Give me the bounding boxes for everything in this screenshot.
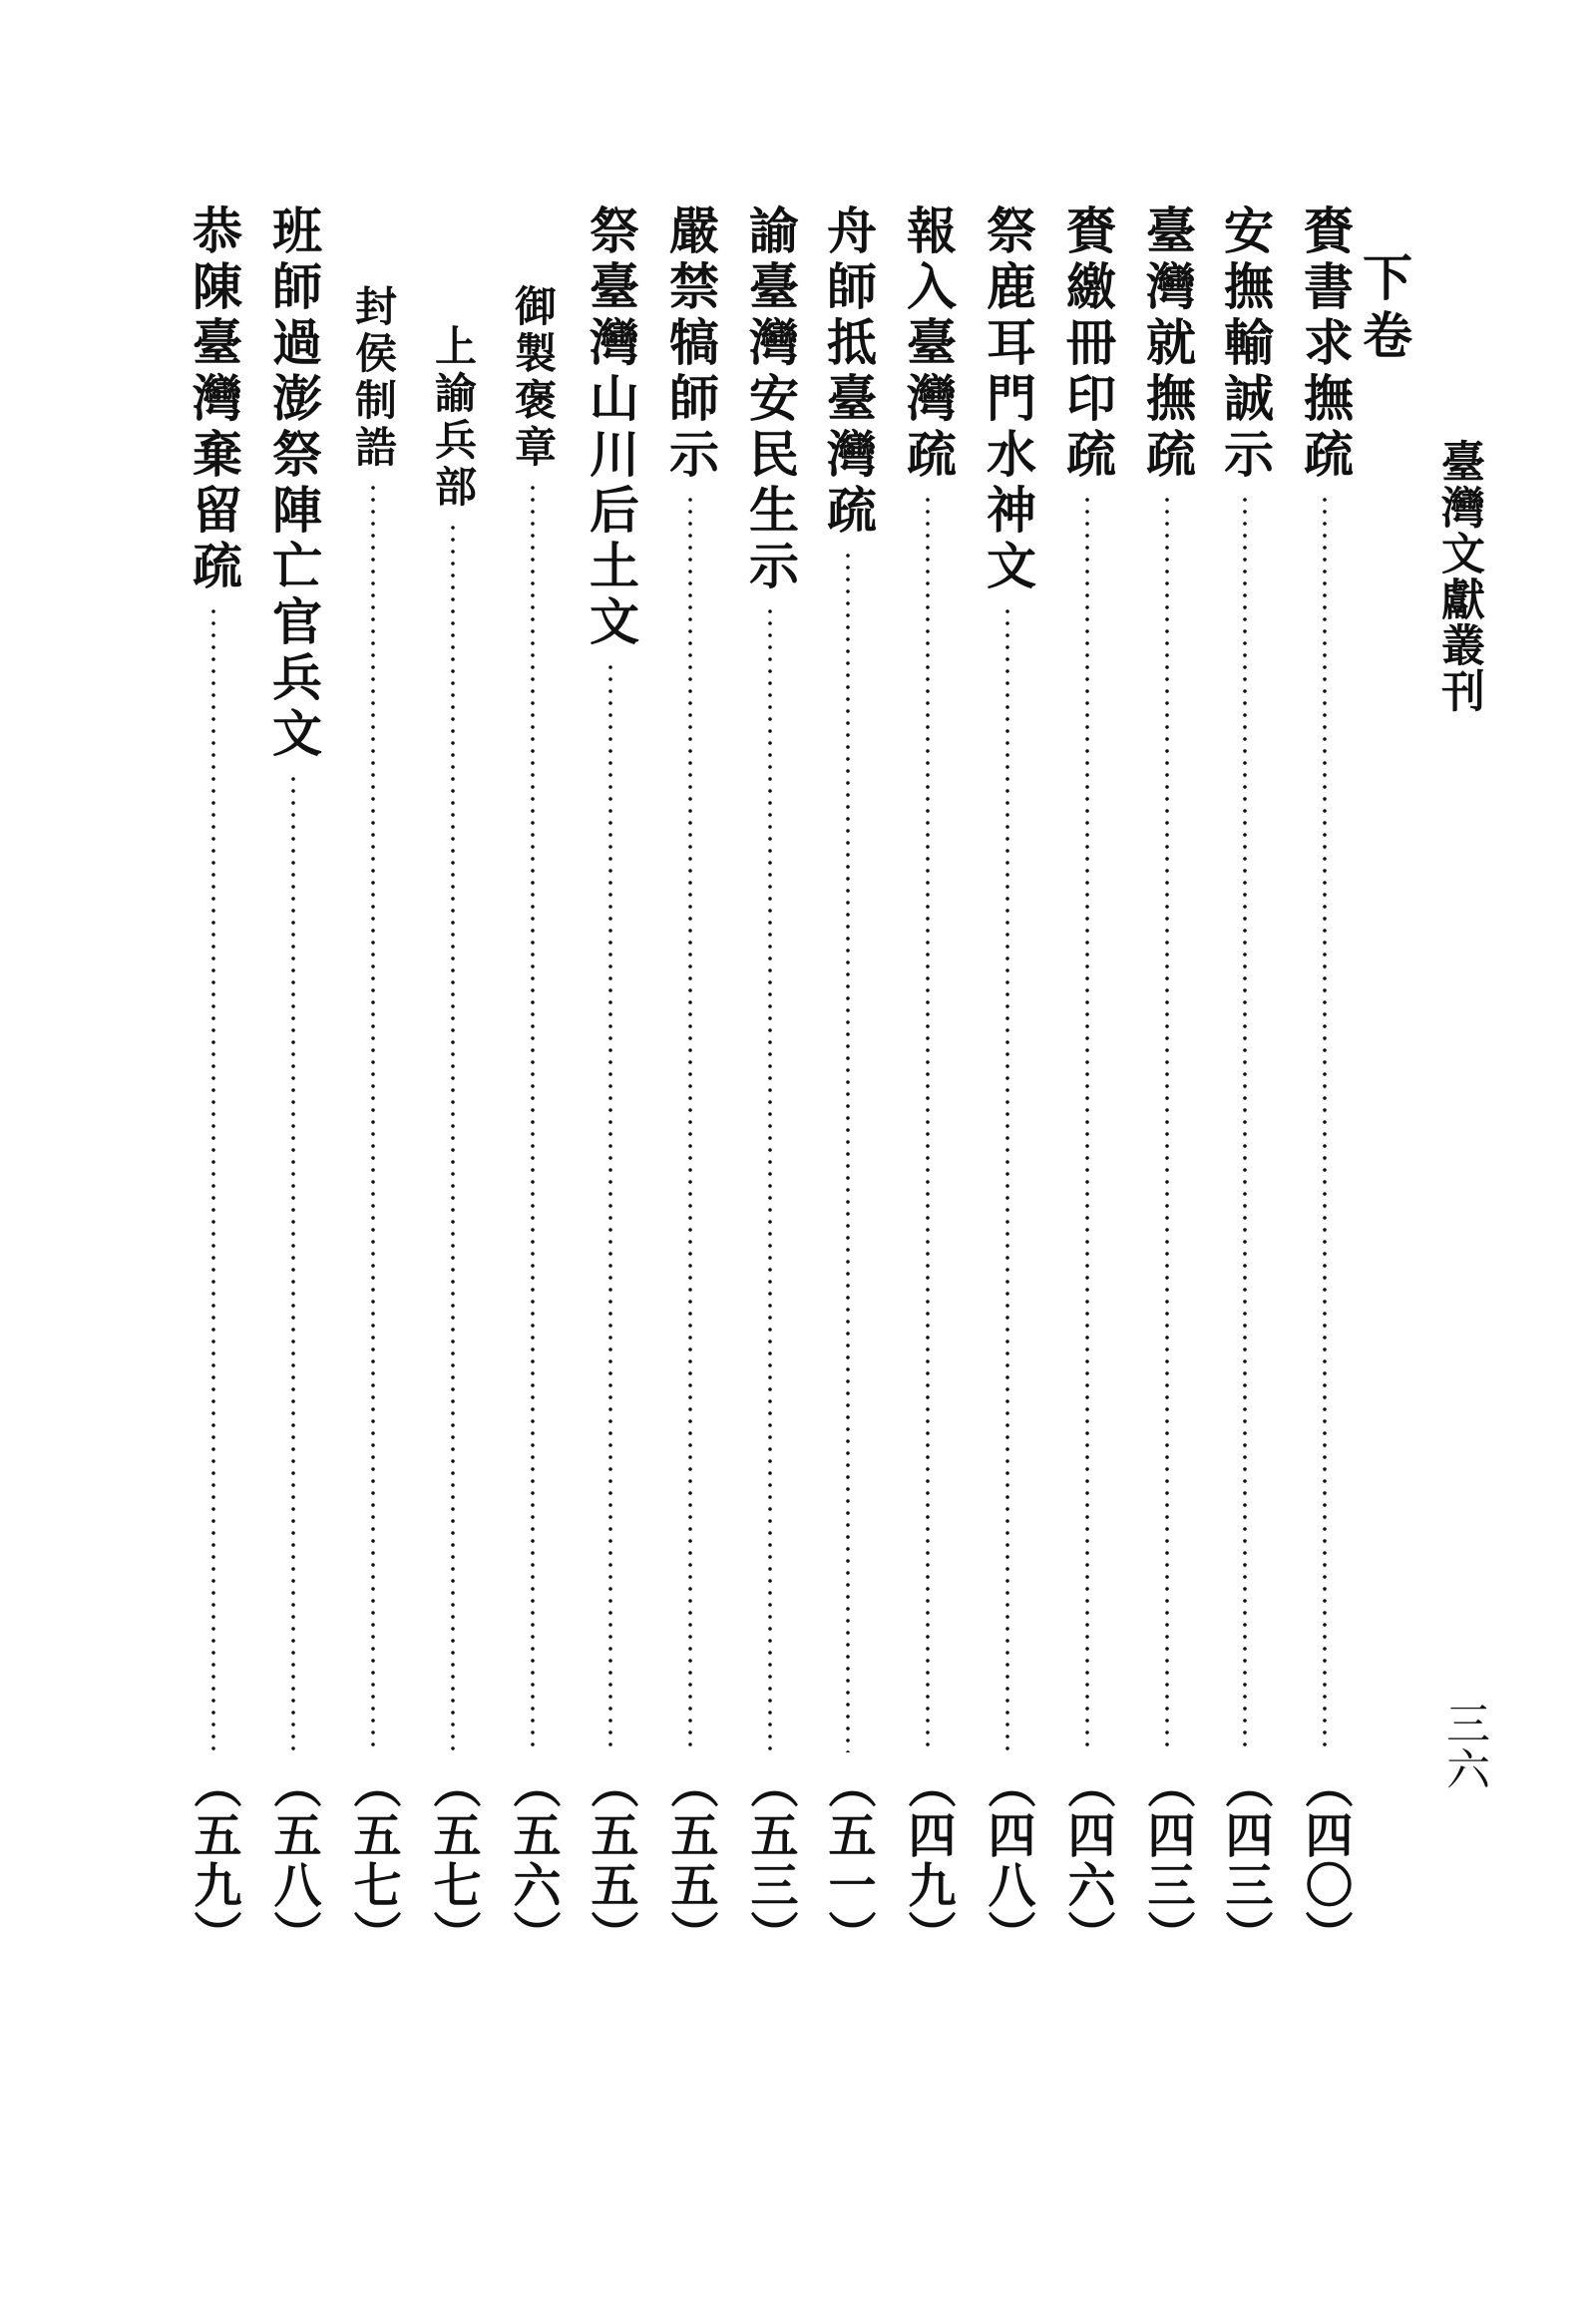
toc-entry-title: 班師過澎祭陣亡官兵文 [264,204,323,763]
toc-entry-title: 封侯制誥 [349,284,398,472]
toc-entry [1057,204,1117,1960]
dot-leader [450,522,456,1752]
dot-leader [1242,494,1248,1752]
dot-leader [687,494,693,1752]
toc-entry-page: （四三） [1217,1760,1273,1960]
toc-entry [343,284,403,1960]
toc-entry-title: 嚴禁犒師示 [661,204,720,484]
toc-entry-page: （五七） [425,1760,481,1960]
toc-entry [978,204,1037,1960]
toc-entry-page: （四六） [1059,1760,1115,1960]
toc-entry [1137,204,1197,1960]
toc-entry-title: 恭陳臺灣棄留疏 [185,204,243,595]
dot-leader [607,661,613,1752]
toc-entry-title: 賚書求撫疏 [1296,204,1355,484]
toc-entry [581,204,640,1960]
section-heading: 下卷 [1355,251,1413,367]
toc-entry [818,204,878,1960]
toc-entry [898,204,958,1960]
toc-entry [503,284,563,1960]
toc-entry-title: 賚繳冊印疏 [1058,204,1117,484]
page-folio: 三六 [1438,1701,1489,1792]
dot-leader [1322,494,1328,1752]
toc-entry [263,204,323,1960]
toc-entry-page: （五三） [742,1760,798,1960]
toc-entry-title: 報入臺灣疏 [899,204,958,484]
dot-leader [530,482,536,1752]
dot-leader [210,605,216,1752]
series-title: 臺灣文獻叢刊 [1433,439,1484,714]
toc-entry-page: （四〇） [1297,1760,1353,1960]
dot-leader [1084,494,1090,1752]
dot-leader [767,605,773,1752]
toc-entry-page: （五五） [583,1760,638,1960]
toc-entry-title: 上諭兵部 [429,324,478,512]
toc-entry-title: 御製褒章 [509,284,558,472]
toc-entry-title: 安撫輸誠示 [1216,204,1275,484]
toc-entry [660,204,720,1960]
toc-entry [184,204,243,1960]
toc-entry [740,204,800,1960]
toc-entry-title: 諭臺灣安民生示 [741,204,800,595]
dot-leader [370,482,376,1752]
toc-entry-page: （四九） [900,1760,956,1960]
toc-entry-page: （五一） [820,1760,876,1960]
toc-entry-page: （五九） [186,1760,241,1960]
toc-entry-title: 祭鹿耳門水神文 [979,204,1037,595]
toc-entry [1295,204,1355,1960]
toc-entry-page: （五七） [345,1760,401,1960]
toc-entry-page: （五五） [662,1760,718,1960]
dot-leader [845,550,851,1752]
toc-entry-page: （四八） [980,1760,1035,1960]
toc-entry-title: 舟師抵臺灣疏 [819,204,878,540]
toc-entry [423,324,483,1960]
dot-leader [1004,605,1010,1752]
toc-entry-page: （五六） [505,1760,561,1960]
dot-leader [290,773,296,1752]
toc-entry [1215,204,1275,1960]
toc-entry-title: 祭臺灣山川后土文 [582,204,640,651]
toc-entry-title: 臺灣就撫疏 [1138,204,1197,484]
dot-leader [925,494,931,1752]
toc-entry-page: （五八） [265,1760,321,1960]
toc-entry-page: （四三） [1139,1760,1195,1960]
dot-leader [1164,494,1170,1752]
